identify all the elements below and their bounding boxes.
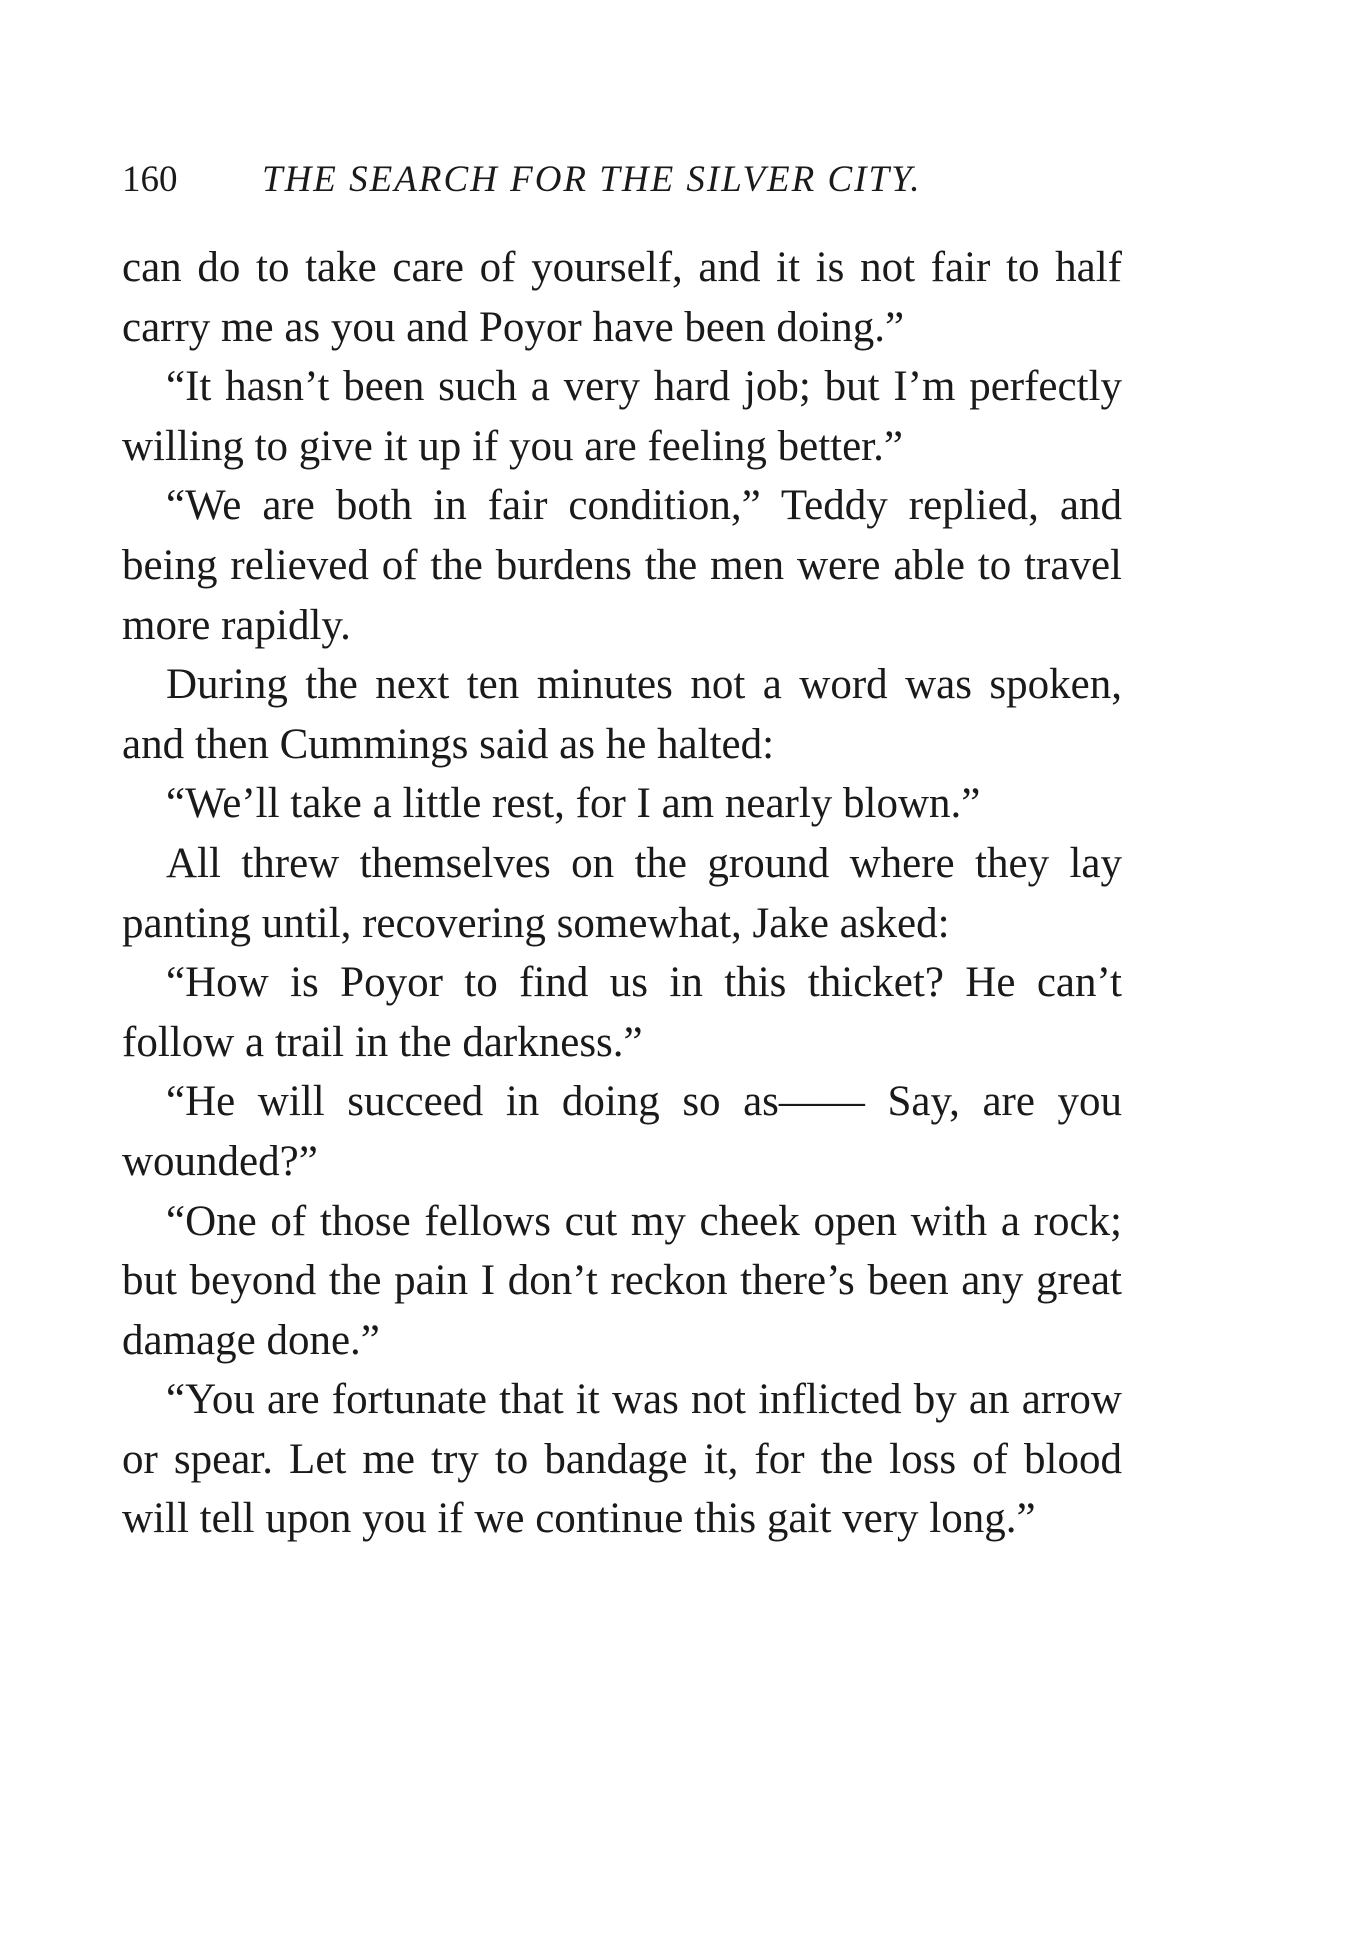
paragraph-dialogue: “You are fortunate that it was not inflicted by an arrow or spear. Let me try to bandage it, for the loss of blood will tell upon you if we continue this gait very long.” xyxy=(122,1376,1122,1543)
running-head xyxy=(122,150,1122,210)
paragraph-dialogue: “We’ll take a little rest, for I am nearly blown.” xyxy=(166,780,981,828)
paragraph-dialogue: “He will succeed in doing so as—— Say, are you wounded?” xyxy=(122,1078,1122,1185)
paragraph-dialogue: “One of those fellows cut my cheek open with a rock; but beyond the pain I don’t reckon there’s been any great damage done.” xyxy=(122,1197,1122,1364)
running-title: THE SEARCH FOR THE SILVER CITY. xyxy=(262,159,922,200)
paragraph-narration: All threw themselves on the ground where they lay panting until, recovering somewhat, Jake asked: xyxy=(122,839,1122,947)
body-text xyxy=(122,238,1122,1549)
paragraph-dialogue: “How is Poyor to find us in this thicket? He can’t follow a trail in the darkness.” xyxy=(122,959,1122,1066)
paragraph-dialogue: “It hasn’t been such a very hard job; but I’m perfectly willing to give it up if you are feeling better.” xyxy=(122,363,1122,470)
page-number: 160 xyxy=(122,159,178,200)
paragraph-narration: During the next ten minutes not a word was spoken, and then Cummings said as he halted: xyxy=(122,661,1122,768)
paragraph-dialogue: “We are both in fair condition,” Teddy replied, and being relieved of the burdens the men were able to travel more rapidly. xyxy=(122,482,1122,649)
paragraph-continuation: can do to take care of yourself, and it is not fair to half carry me as you and Poyor have been doing.” xyxy=(122,244,1122,351)
